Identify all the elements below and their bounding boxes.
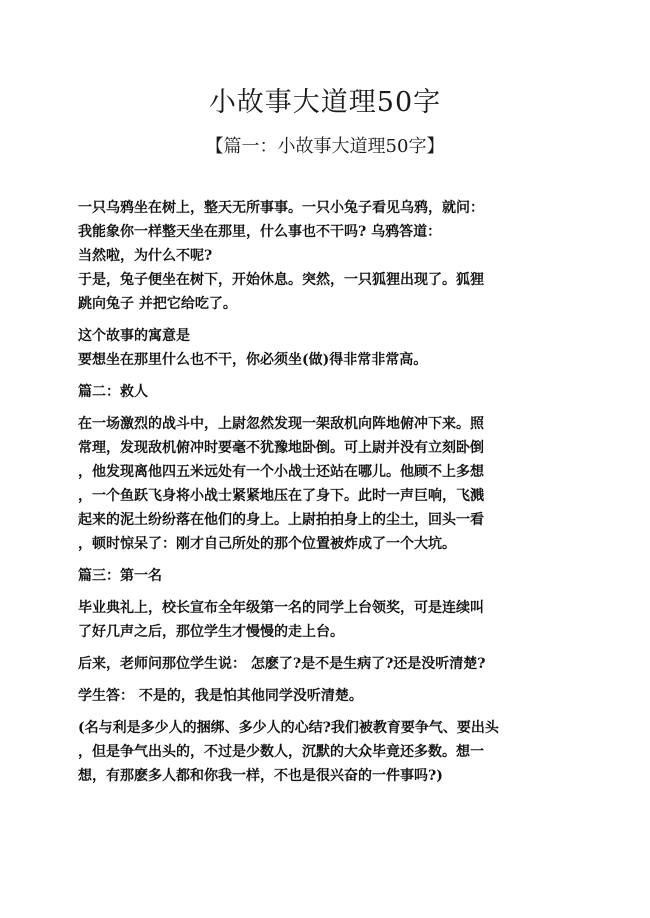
text-line: 这个故事的寓意是	[78, 328, 190, 344]
text-line: 了好几声之后，那位学生才慢慢的走上台。	[78, 624, 344, 640]
text-line: 起来的泥土纷纷落在他们的身上。上尉拍拍身上的尘土，回头一看	[78, 512, 484, 528]
text-line: 常理，发现敌机俯冲时要毫不犹豫地卧倒。可上尉并没有立刻卧倒	[78, 440, 484, 456]
text-line: 一只乌鸦坐在树上，整天无所事事。一只小兔子看见乌鸦，就问：	[78, 200, 484, 216]
text-line: 于是，兔子便坐在树下，开始休息。突然，一只狐狸出现了。狐狸	[78, 272, 484, 288]
paragraph	[78, 596, 578, 644]
text-line: ，顿时惊呆了：刚才自己所处的那个位置被炸成了一个大坑。	[78, 536, 456, 552]
paragraph	[78, 564, 578, 588]
text-line: (名与利是多少人的捆绑、多少人的心结?我们被教育要争气、要出头	[78, 720, 499, 736]
text-line: 在一场激烈的战斗中，上尉忽然发现一架敌机向阵地俯冲下来。照	[78, 416, 484, 432]
document-body	[78, 196, 578, 796]
paragraph	[78, 324, 578, 372]
text-line: 我能象你一样整天坐在那里，什么事也不干吗? 乌鸦答道：	[78, 224, 442, 240]
paragraph	[78, 412, 578, 556]
paragraph	[78, 652, 578, 676]
paragraph	[78, 196, 578, 316]
document-subtitle: 【篇一：小故事大道理50字】	[205, 136, 445, 157]
text-line: 跳向兔子 并把它给吃了。	[78, 296, 237, 312]
paragraph	[78, 684, 578, 708]
text-line: 后来，老师问那位学生说： 怎麽了?是不是生病了?还是没听清楚?	[78, 656, 486, 672]
document-title: 小故事大道理50字	[208, 87, 442, 118]
paragraph	[78, 380, 578, 404]
text-line: ，他发现离他四五米远处有一个小战士还站在哪儿。他顾不上多想	[78, 464, 484, 480]
text-line: ，但是争气出头的，不过是少数人，沉默的大众毕竟还多数。想一	[78, 744, 484, 760]
text-line: ，一个鱼跃飞身将小战士紧紧地压在了身下。此时一声巨响，飞溅	[78, 488, 484, 504]
text-line: 想，有那麽多人都和你我一样，不也是很兴奋的一件事吗?)	[78, 768, 443, 784]
text-line: 学生答： 不是的，我是怕其他同学没听清楚。	[78, 688, 363, 704]
text-line: 篇二：救人	[78, 384, 148, 400]
text-line: 当然啦，为什么不呢?	[78, 248, 213, 264]
paragraph	[78, 716, 578, 788]
text-line: 毕业典礼上，校长宣布全年级第一名的同学上台领奖，可是连续叫	[78, 600, 484, 616]
text-line: 要想坐在那里什么也不干，你必须坐(做)得非常非常高。	[78, 352, 428, 368]
text-line: 篇三：第一名	[78, 568, 162, 584]
